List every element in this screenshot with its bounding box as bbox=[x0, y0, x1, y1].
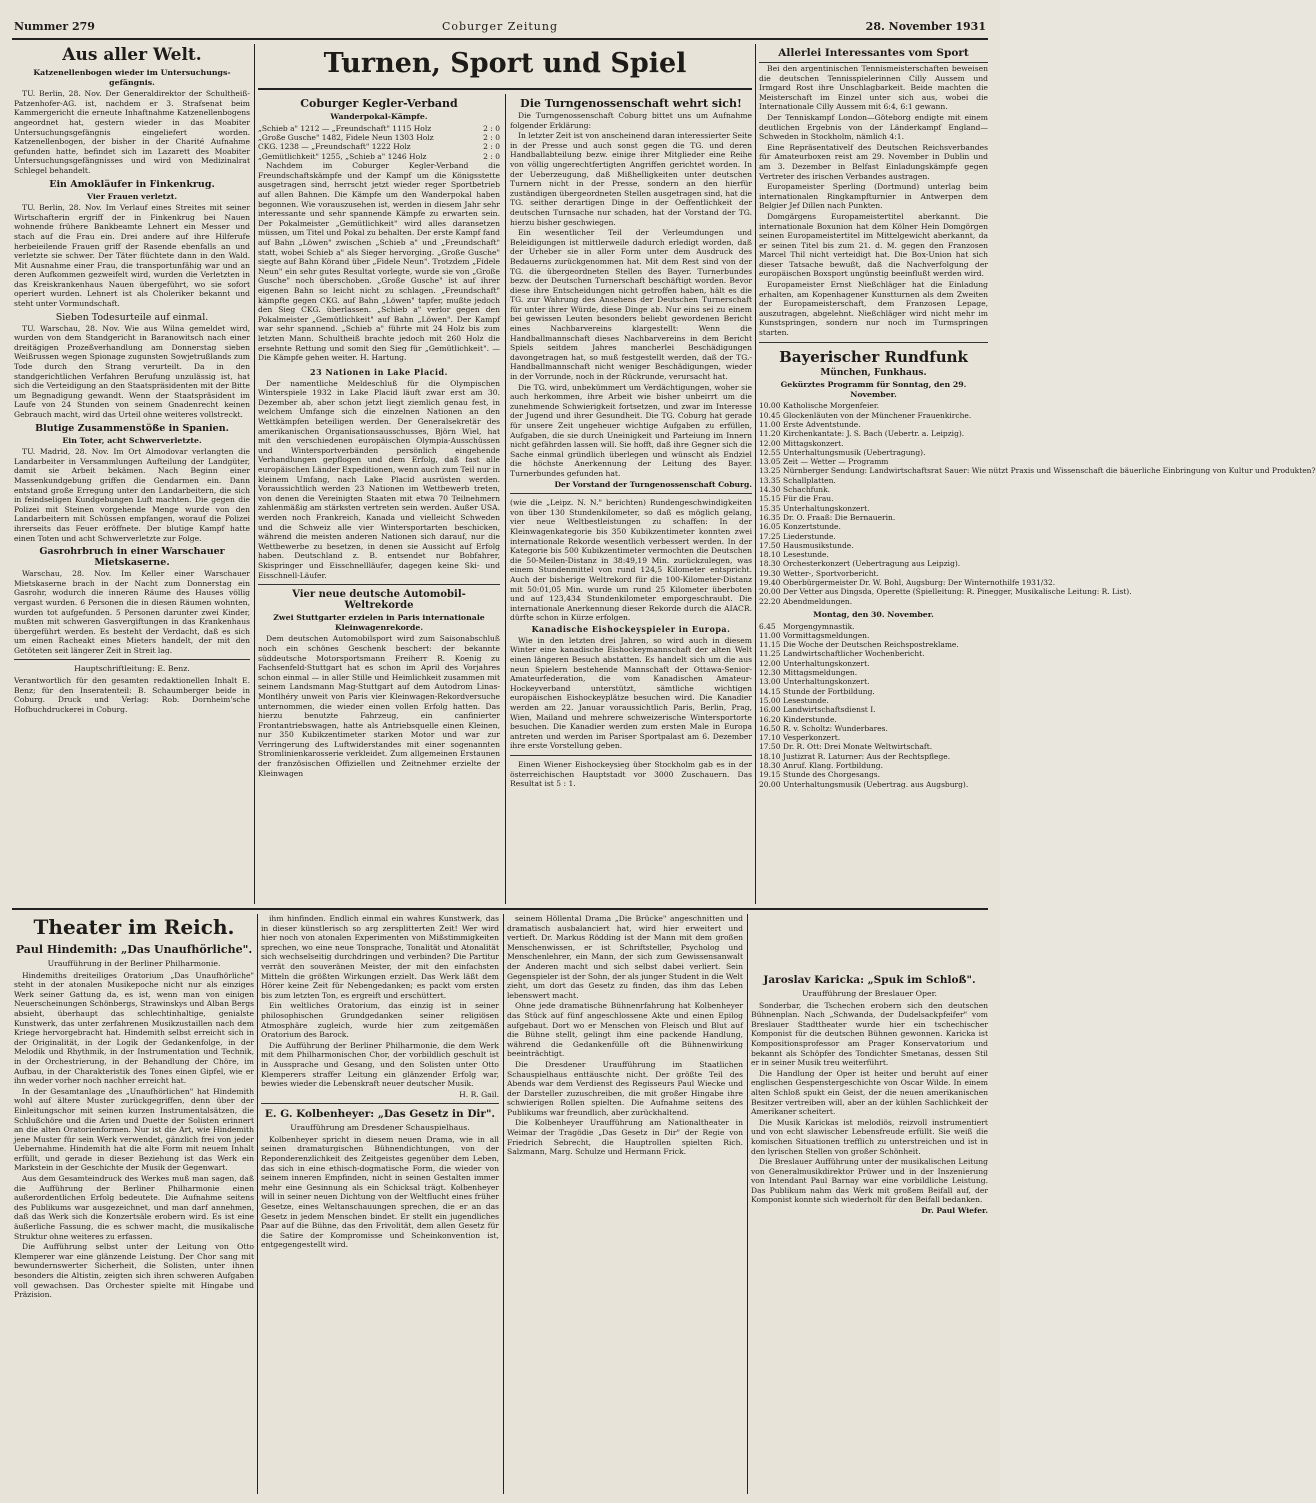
program-time: 11.20 bbox=[759, 429, 781, 439]
program-time: 11.00 bbox=[759, 630, 781, 640]
program-entry bbox=[759, 550, 988, 559]
article-headline: 23 Nationen in Lake Placid. bbox=[310, 366, 448, 377]
program-time: 17.50 bbox=[759, 742, 781, 752]
divider bbox=[510, 493, 752, 494]
program-title: Unterhaltungsmusik (Uebertragung). bbox=[783, 447, 926, 457]
imprint-text: Verantwortlich für den gesamten redaktionellen Inhalt E. Benz; für den Inseratenteil: B. Schaumberger beide in Coburg. Druck und Verlag: Rob. Dornheim'sche Hofbuchdruckerei in Coburg. bbox=[14, 676, 250, 714]
program-title: Stunde der Fortbildung. bbox=[783, 686, 875, 696]
program-entry bbox=[759, 578, 1056, 588]
program-entry bbox=[759, 466, 1316, 476]
program-title: Anruf. Klang. Fortbildung. bbox=[783, 760, 883, 770]
divider bbox=[510, 755, 752, 756]
program-title: Morgengymnastik. bbox=[783, 621, 855, 631]
program-title: Nürnberger Sendung: Landwirtschaftsrat Sauer: Wie nützt Praxis und Wissenschaft die bäuerliche Einbringung von Kultur und Produkten? bbox=[783, 466, 1316, 476]
program-title: Liederstunde. bbox=[783, 531, 836, 541]
program-entry bbox=[759, 401, 988, 410]
program-time: 10.45 bbox=[759, 410, 781, 420]
program-time: 13.00 bbox=[759, 677, 781, 687]
program-entry bbox=[759, 559, 988, 568]
article-text: In letzter Zeit ist von anscheinend daran interessierter Seite in der Presse und auch sonst gegen die TG. und deren Handballabteilung bezw. einige ihrer Mitglieder eine Reihe von völlig ungerechtfertigten Angriffen gerichtet worden. In der Ueberzeugung, daß Mißhelligkeiten unter deutschen Turnern nicht in der Presse, sondern an den hierfür zuständigen übergeordneten Stellen ausgetragen sind, hat die TG. seither derartigen Dinge in der Oeffentlichkeit der deutschen Turnsache nur schaden, hat der Vorstand der TG. hierzu bisher geschwiegen. bbox=[510, 131, 752, 227]
program-entry bbox=[759, 439, 988, 448]
program-time: 11.15 bbox=[759, 640, 781, 650]
kegel-headline: Coburger Kegler-Verband bbox=[300, 97, 458, 110]
program-title: Wetter-, Sportvorbericht. bbox=[783, 568, 879, 578]
program-entry bbox=[759, 541, 988, 550]
program-title: Unterhaltungsmusik (Uebertrag. aus Augsburg). bbox=[783, 779, 969, 789]
article-text: Wie in den letzten drei Jahren, so wird auch in diesem Winter eine kanadische Eishockeymannschaft der alten Welt einen längeren Besuch abstatten. Es handelt sich um die aus neun Spielern bestehende Mannschaft der Ottawa-Senior-Amateurfederation, die vom Kanadischen Amateur-Hockeyverband unterstützt, sämtliche wichtigen europäischen Eishockeyplätze besuchen wird. Die Kanadier werden am 22. Januar voraussichtlich Paris, Berlin, Prag, Wien, Mailand und mehrere schweizerische Wintersportorte besuchen. Die Kanadier werden zum ersten Male in Europa antreten und werden im Pariser Sportpalast am 6. Dezember ihre erste Vorstellung geben. bbox=[510, 635, 752, 751]
result-row bbox=[258, 152, 500, 161]
program-time: 14.15 bbox=[759, 686, 781, 696]
program-entry bbox=[759, 715, 988, 724]
article-text: Europameister Ernst Nießchläger hat die Einladung erhalten, am Kopenhagener Kunstturnen als dem Zweiten der Europameisterschaft, dem Franzosen Lepage, auszutragen, abgelehnt. Nießchläger wird nicht mehr im Kunstspringen, sondern nur noch im Turmspringen starten. bbox=[759, 280, 988, 338]
program-time: 22.20 bbox=[759, 596, 781, 606]
program-time: 16.05 bbox=[759, 522, 781, 532]
article-text: ihm hinfinden. Endlich einmal ein wahres Kunstwerk, das in dieser künstlerisch so arg zersplitterten Zeit! Wer wird hier noch von atonalen Experimenten von Mißstimmigkeiten sprechen, wo eine neue Tonsprache, Tonalität und Atonalität sich wechselseitig durchdringen und verbinden? Die Partitur verrät den souveränen Meister, der mit den einfachsten Mitteln die größten Wirkungen erzielt. Das Werk läßt dem Hörer keine Zeit für Nebengedanken; es packt vom ersten bis zum letzten Ton, es ergreift und erschüttert. bbox=[261, 914, 499, 1000]
program-time: 12.00 bbox=[759, 658, 781, 668]
article-text: Nachdem im Coburger Kegler-Verband die Freundschaftskämpfe und der Kampf um die Königsstette ausgetragen sind, herrscht jetzt wieder reger Sportbetrieb auf allen Bahnen. Die Kämpfe um den Wanderpokal haben begonnen. Wie vorauszusehen ist, werden in diesem Jahr sehr interessante und sehr spannende Kämpfe zu erwarten sein. Der Pokalmeister „Gemütlichkeit" wird alles daransetzen müssen, um Titel und Pokal zu behalten. Der erste Kampf fand auf Bahn „Löwen" zwischen „Schieb a" und „Freundschaft" statt, wobei Schieb a" als Sieger hervorging. „Große Gusche" siegte auf Bahn Körand über „Fidele Neun". Trotzdem „Fidele Neun" ein sehr gutes Resultat vorlegte, wurde sie von „Große Gusche" noch überschoben. „Große Gusche" ist auf ihrer eigenen Bahn so leicht nicht zu schlagen. „Freundschaft" kämpfte gegen CKG. auf Bahn „Löwen" tapfer, mußte jedoch den Sieg CKG. überlassen. „Schieb a" verlor gegen den Pokalmeister „Gemütlichkeit" auf Bahn „Löwen". Der Kampf war sehr spannend. „Schieb a" führte mit 24 Holz bis zum letzten Mann. Schultheiß brachte jedoch mit 260 Holz die ersehnte Rettung und somit den Sieg für „Gemütlichkeit". — Die Kämpfe gehen weiter. H. Hartung. bbox=[258, 161, 500, 363]
article-subhead: Ein Toter, acht Schwerverletzte. bbox=[62, 435, 202, 445]
column-rule bbox=[503, 914, 504, 1494]
program-title: Mittagskonzert. bbox=[783, 438, 844, 448]
program-title: Konzertstunde. bbox=[783, 522, 841, 532]
program-time: 20.00 bbox=[759, 779, 781, 789]
program-entry bbox=[759, 411, 988, 420]
result-score: 2 : 0 bbox=[483, 142, 500, 152]
program-entry bbox=[759, 752, 988, 761]
program-time: 6.45 bbox=[759, 621, 776, 631]
program-time: 18.10 bbox=[759, 751, 781, 761]
article-text: Die Dresdener Uraufführung im Staatlichen Schauspielhaus enttäuschte nicht. Der größte Teil des Abends war dem Verdienst des Regisseurs Paul Wiecke und der Darsteller zuzuschreiben, die mit großer Hingabe ihre schwierigen Rollen spielten. Die Aufnahme seitens des Publikums war freundlich, aber zurückhaltend. bbox=[507, 1059, 743, 1117]
program-time: 16.35 bbox=[759, 512, 781, 522]
article-text: Europameister Sperling (Dortmund) unterlag beim internationalen Ringkampfturnier in Antwerpen dem Belgier Jef Dillen nach Punkten. bbox=[759, 182, 988, 211]
article-text: Domgärgens Europameistertitel aberkannt. Die internationale Boxunion hat dem Kölner Hein Domgörgen seinen Europameistertitel im Mittelgewicht aberkannt, da er seinen Titel bis zum 21. d. M. gegen den Franzosen Marcel Thil nicht verteidigt hat. Die Box-Union hat sich dieser Tatsache bewußt, daß die Nachverfolgung der europäischen Boxsport ungünstig beeinflußt werden wird. bbox=[759, 211, 988, 279]
program-title: Landwirtschaftlicher Wochenbericht. bbox=[783, 649, 925, 659]
article-headline: Sieben Todesurteile auf einmal. bbox=[55, 311, 209, 323]
article-text: Ohne jede dramatische Bühnenrfahrung hat Kolbenheyer das Stück auf fünf angeschlossene Akte und einen Epilog aufgebaut. Dort wo er Menschen von Fleisch und Blut auf die Bühne stellt, gelingt ihm eine packende Handlung, während die Gedankenfülle oft die Bühnenwirkung beeinträchtigt. bbox=[507, 1001, 743, 1059]
program-entry bbox=[759, 761, 988, 770]
article-text: TU. Berlin, 28. Nov. Der Generaldirektor der Schultheiß-Patzenhofer-AG. ist, nachdem er 3. Strafsenat beim Kammergericht die erneute Inhaftnahme Katzenellenbogens angeordnet hat, gestern wieder in das Moabiter Untersuchungsgefängnis eingeliefert worden. Katzenellenbogen, der bisher in der Charité Aufnahme gefunden hatte, befindet sich im Lazarett des Moabiter Untersuchungsgefängnisses und wird von Medizinalrat Schlegel behandelt. bbox=[14, 89, 250, 175]
signature: Der Vorstand der Turngenossenschaft Coburg. bbox=[554, 479, 752, 489]
program-title: Kinderstunde. bbox=[783, 714, 837, 724]
result-row bbox=[258, 142, 500, 151]
program-time: 19.30 bbox=[759, 568, 781, 578]
program-time: 16.00 bbox=[759, 705, 781, 715]
program-entry bbox=[759, 622, 988, 631]
article-headline: Vier neue deutsche Automobil-Weltrekorde bbox=[292, 589, 466, 612]
kolbenheyer-headline: E. G. Kolbenheyer: „Das Gesetz in Dir". bbox=[264, 1108, 496, 1121]
article-text: (wie die „Leipz. N. N." berichten) Rundengeschwindigkeiten von über 130 Stundenkilometer, so daß es möglich gelang, vier neue Weltbestleistungen zu schaffen: In der Kleinwagenkategorie bis 350 Kubikzentimeter konnten zwei internationale Rekorde wesentlich verbessert werden. In der Kategorie bis 500 Kubikzentimeter vermochten die Deutschen die 50-Meilen-Distanz in 38:49,19 Min. zurückzulegen, was einem Stundenmittel von rund 124,5 Kilometer entspricht. Auch der bisherige Weltrekord für die 100-Kilometer-Distanz mit 50:01,05 Min. wurde um rund 25 Kilometer überboten und auf 123,434 Stundenkilometer emporgeschraubt. Die internationale Anerkennung dieser Rekorde durch die AIACR. dürfte schon in Kürze erfolgen. bbox=[510, 498, 752, 623]
program-entry bbox=[759, 420, 988, 429]
column-rule bbox=[254, 44, 255, 904]
program-entry bbox=[759, 569, 988, 578]
result-row bbox=[258, 124, 500, 133]
program-entry bbox=[759, 587, 1132, 597]
article-text: Dem deutschen Automobilsport wird zum Saisonabschluß noch ein schönes Geschenk beschert: der bekannte süddeutsche Motorsportsmann Freiherr R. Koenig zu Fachsenfeld-Stuttgart hat es schon im April des Vorjahres schon einmal — in aller Stille und Heimlichkeit zusammen mit seinem Landsmann Mag-Stuttgart auf dem Autodrom Linas-Montlhéry unweit von Paris vier Kleinwagen-Rekordversuche unternommen, die wieder einen vollen Erfolg hatten. Das hierzu benutzte Fahrzeug, ein canfinierter Frontantriebswagen, hatte als Antriebsquelle einen Kleinen, nur 350 Kubikzentimeter starken Motor und war zur Verringerung des Luftwiderstandes mit einer sogenannten Stromlinienkarosserie verkleidet. Zum allgemeinen Erstaunen der französischen Offiziellen und Zeitnehmer erzielte der Kleinwagen bbox=[258, 634, 500, 778]
article-text: Die Kolbenheyer Uraufführung am Nationaltheater in Weimar der Tragödie „Das Gesetz in Dir" der Regie von Friedrich Sebrecht, die Hauptrollen spielten Rich. Salzmann, Marg. Schulze und Hermann Frick. bbox=[507, 1118, 743, 1157]
program-entry bbox=[759, 448, 988, 457]
issue-number: Nummer 279 bbox=[14, 20, 95, 33]
result-score: 2 : 0 bbox=[483, 133, 500, 142]
program-title: Unterhaltungskonzert. bbox=[783, 658, 870, 668]
program-time: 18.10 bbox=[759, 550, 781, 560]
article-headline: Ein Amokläufer in Finkenkrug. bbox=[49, 178, 215, 190]
program-title: Unterhaltungskonzert. bbox=[783, 677, 870, 687]
result-match: CKG. 1238 — „Freundschaft" 1222 Holz bbox=[258, 142, 411, 152]
program-time: 16.50 bbox=[759, 723, 781, 733]
program-time: 18.30 bbox=[759, 760, 781, 770]
program-title: Schachfunk. bbox=[783, 485, 831, 495]
article-text: Die Breslauer Aufführung unter der musikalischen Leitung von Generalmusikdirektor Prüwer und in der Inszenierung von Intendant Paul Barnay war eine vorbildliche Leistung. Das Publikum nahm das Werk mit großem Beifall auf, der Komponist konnte sich wiederholt für den Beifall bedanken. bbox=[751, 1157, 988, 1205]
theater-column-3 bbox=[507, 914, 743, 1494]
program-entry bbox=[759, 476, 988, 485]
article-text: Einen Wiener Eishockeysieg über Stockholm gab es in der österreichischen Hauptstadt vor 3000 Zuschauern. Das Resultat ist 5 : 1. bbox=[510, 760, 752, 789]
article-text: Die Aufführung der Berliner Philharmonie, die dem Werk mit dem Philharmonischen Chor, der vorbildlich geschult ist in Aussprache und Gesang, und den Solisten unter Otto Klemperers straffer Leitung ein glänzender Erfolg war, bewies wieder die Lebenskraft neuer deutscher Musik. bbox=[261, 1040, 499, 1089]
divider bbox=[759, 342, 988, 343]
program-entry bbox=[759, 677, 988, 686]
article-text: Ein weltliches Oratorium, das einzig ist in seiner philosophischen Grundgedanken seiner religiösen Atmosphäre zugleich, wurde hier zum zeitgemäßen Oratorium des Barock. bbox=[261, 1001, 499, 1040]
hindemith-headline: Paul Hindemith: „Das Unaufhörliche". bbox=[15, 943, 253, 956]
radio-program-title: Gekürztes Programm für Sonntag, den 29. November. bbox=[780, 380, 967, 399]
result-match: „Gemütlichkeit" 1255, „Schieb a" 1246 Holz bbox=[258, 151, 427, 161]
allerlei-headline: Allerlei Interessantes vom Sport bbox=[759, 47, 988, 63]
article-text: Sonderbar, die Tschechen erobern sich den deutschen Bühnenplan. Nach „Schwanda, der Dudelsackpfeifer" vom Breslauer Stadttheater wurde hier ein tschechischer Komponist für die deutschen Bühnen gewonnen. Karicka ist Kompositionsprofessor am Prager Konservatorium und bekannt als Schöpfer des Tondichter Smetanas, dessen Stil er in seiner Musik treu weiterführt. bbox=[751, 1000, 988, 1068]
program-entry bbox=[759, 494, 988, 503]
kegel-results bbox=[258, 124, 500, 162]
article-text: Ein wesentlicher Teil der Verleumdungen und Beleidigungen ist mittlerweile dadurch erledigt worden, daß der Urheber sie in aller Form unter dem Ausdruck des Bedauerns zurückgenommen hat. Mit dem Rest sind von der TG. die übergeordneten Stellen des Bayer. Turnerbundes bezw. der Deutschen Turnerschaft beschäftigt worden. Bevor diese ihre Entscheidungen nicht getroffen haben, hält es die TG. zur Wahrung des Ansehens der Deutschen Turnerschaft für unter ihrer Würde, diese Dinge ab. Nur eins sei zu einem bei gewissen Leuten besonders beliebt gewordenen Bericht eines Nachbarvereins klargestellt: Wenn die Handballmannschaft dieses Nachbarvereins in dem Bericht Spiels seitdem Jahres mancherlei Beschädigungen davongetragen hat, so muß festgestellt werden, daß der TG.-Handballmannschaft nicht weniger Beschädigungen, wieder in der Vorrunde, noch in der Rückrunde, verursacht hat. bbox=[510, 228, 752, 382]
article-text: seinem Höllental Drama „Die Brücke" angeschnitten und dramatisch ausbalanciert hat, wird hier erweitert und vertieft. Dr. Markus Rödding ist der Mann mit dem großen Menschenwissen, er ist Schriftsteller, Psycholog und Menschenlehrer, ein Mann, der sich zum Gewissensanwalt der Anderen macht und sich selbst dabei verliert. Sein Gegenspieler ist der Sohn, der als junger Student in die Welt zieht, um dort das Gesetz zu finden, das ihm das Leben lebenswert macht. bbox=[507, 914, 743, 1000]
article-text: Die Handlung der Oper ist heiter und beruht auf einer englischen Gespenstergeschichte von Oscar Wilde. In einem alten Schloß spukt ein Geist, der die neuen amerikanischen Besitzer vertreiben will, aber an der kühlen Sachlichkeit der Amerikaner scheitert. bbox=[751, 1068, 988, 1117]
signature: Dr. Paul Wiefer. bbox=[921, 1206, 988, 1216]
header-rule bbox=[12, 38, 988, 40]
program-title: Mittagsmeldungen. bbox=[783, 668, 858, 678]
karicka-subhead: Uraufführung der Breslauer Oper. bbox=[801, 989, 937, 998]
program-time: 12.00 bbox=[759, 438, 781, 448]
article-text: TU. Warschau, 28. Nov. Wie aus Wilna gemeldet wird, wurden von dem Standgericht in Baranowitsch nach einer dreitägigen Prozeßverhandlung am Donnerstag sieben Weißrussen wegen Spionage zugunsten Sowjetrußlands zum Tode durch den Strang verurteilt. Da in den standgerichtlichen Verfahren Berufung unzulässig ist, hat sich die Verteidigung an den Staatspräsidenten mit der Bitte um Begnadigung gewandt. Wenn der Staatspräsident im Laufe von 24 Stunden von seinem Gnadenrecht keinen Gebrauch macht, wird das Urteil ohne weiteres vollstreckt. bbox=[14, 323, 250, 419]
theater-column-4 bbox=[751, 914, 988, 1494]
program-title: R. v. Scholtz: Wunderbares. bbox=[783, 723, 888, 733]
program-title: Vesperkonzert. bbox=[783, 733, 841, 743]
program-entry bbox=[759, 705, 988, 714]
program-time: 14.30 bbox=[759, 485, 781, 495]
radio-monday-title: Montag, den 30. November. bbox=[813, 609, 934, 619]
article-text: Der Tenniskampf London—Göteborg endigte mit einem deutlichen Ergebnis von der Länderkampf England—Schweden in Stockholm, nämlich 4:1. bbox=[759, 112, 988, 142]
radio-program-sunday bbox=[759, 401, 1316, 606]
program-entry bbox=[759, 687, 988, 696]
program-title: Stunde des Chorgesangs. bbox=[783, 770, 881, 780]
program-title: Oberbürgermeister Dr. W. Bohl, Augsburg: Der Winternothilfe 1931/32. bbox=[783, 578, 1056, 588]
program-time: 17.50 bbox=[759, 540, 781, 550]
article-text: Die TG. wird, unbekümmert um Verdächtigungen, woher sie auch herkommen, ihre Arbeit wie bisher unbeirrt um die zunehmende Schwierigkeit fortsetzen, und zwar im Interesse der Jugend und ihrer Gesundheit. Die TG. Coburg hat gerade für unsere Zeit ungeheuer wichtige Aufgaben zu erfüllen, Aufgaben, die sie durch Uneinigkeit und Parteiung im Innern nicht gefährden lassen will. Sie hofft, daß ihre Gegner sich die Sache einmal gründlich überlegen und wünscht als Endziel die höchste Anerkennung der Leitung des Bayer. Turnerbundes gefunden hat. bbox=[510, 382, 752, 478]
program-entry bbox=[759, 742, 988, 751]
article-kicker: Katzenellenbogen wieder im Untersuchungs-gefängnis. bbox=[33, 68, 231, 87]
result-row bbox=[258, 133, 500, 142]
sport-section bbox=[258, 44, 752, 904]
issue-date: 28. November 1931 bbox=[865, 20, 986, 33]
section-title: Aus aller Welt. bbox=[62, 45, 202, 65]
article-subhead: Vier Frauen verletzt. bbox=[86, 191, 178, 201]
program-entry bbox=[759, 780, 988, 789]
program-title: Hausmusikstunde. bbox=[783, 540, 854, 550]
article-headline: Gasrohrbruch in einer Warschauer Mietskaserne. bbox=[39, 546, 225, 569]
article-text: Die Aufführung selbst unter der Leitung von Otto Klemperer war eine glänzende Leistung. Der Chor sang mit bewundernswerter Sicherheit, die Solisten, unter ihnen besonders die Altistin, zeigten sich ihren schweren Aufgaben voll gewachsen. Das Orchester spielte mit Hingabe und Präzision. bbox=[14, 1242, 254, 1300]
hindemith-subhead: Uraufführung in der Berliner Philharmonie. bbox=[47, 959, 221, 968]
program-time: 15.15 bbox=[759, 494, 781, 504]
divider bbox=[258, 584, 500, 585]
program-title: Landwirtschaftsdienst I. bbox=[783, 705, 876, 715]
program-entry bbox=[759, 457, 988, 466]
program-title: Schallplatten. bbox=[783, 475, 836, 485]
article-text: TU. Madrid, 28. Nov. Im Ort Almodovar verlangten die Landarbeiter in Versammlungen Aufteilung der Landgüter, damit sie Arbeit bekämen. Nach Beginn einer Massenkundgebung griffen die Gendarmen ein. Dann entstand große Erregung unter den Landarbeitern, die sich in feindseligen Kundgebungen Luft machten. Die gegen die Polizei mit Steinen vorgehende Menge wurde von den Landarbeitern mit Schüssen empfangen, worauf die Polizei ihrerseits das Feuer eröffnete. Der blutige Kampf hatte einen Toten und acht Schwerverletzte zur Folge. bbox=[14, 447, 250, 543]
column-rule bbox=[755, 44, 756, 904]
column-aus-aller-welt bbox=[14, 44, 250, 904]
theater-column-1 bbox=[14, 914, 254, 1494]
program-title: Orchesterkonzert (Uebertragung aus Leipzig). bbox=[783, 559, 961, 569]
program-entry bbox=[759, 640, 988, 649]
program-entry bbox=[759, 770, 988, 779]
imprint-heading: Hauptschriftleitung: E. Benz. bbox=[74, 664, 190, 674]
program-entry bbox=[759, 532, 988, 541]
column-rule bbox=[747, 914, 748, 1494]
kolbenheyer-subhead: Uraufführung am Dresdener Schauspielhaus. bbox=[290, 1123, 470, 1133]
program-entry bbox=[759, 485, 988, 494]
radio-headline: Bayerischer Rundfunk bbox=[779, 347, 968, 366]
program-time: 17.10 bbox=[759, 733, 781, 743]
program-title: Vormittagsmeldungen. bbox=[783, 630, 870, 640]
article-text: Warschau, 28. Nov. Im Keller einer Warschauer Mietskaserne brach in der Nacht zum Donnerstag ein Gasrohr, wodurch die inneren Räume des Hauses völlig vergast wurden. 6 Personen die in diesen Räumen wohnten, wurden tot aufgefunden. 5 Personen darunter zwei Kinder, mußten mit schweren Gasvergiftungen in das Krankenhaus übergeführt werden. Es besteht der Verdacht, daß es sich um einen Racheakt eines Mieters handelt, der mit den Getöteten seit längerer Zeit in Streit lag. bbox=[14, 569, 250, 655]
program-time: 11.00 bbox=[759, 420, 781, 429]
divider bbox=[14, 659, 250, 660]
program-title: Katholische Morgenfeier. bbox=[783, 401, 879, 411]
article-text: In der Gesamtanlage des „Unaufhörlichen" hat Hindemith wohl auf ältere Muster zurückgegriffen, denn über der Einleitungschor mit seinen kurzen Instrumentalsätzen, die Schlußchöre und die Arien und Duette der Solisten erinnert an die alten Oratorienformen. Nur ist die Art, wie Hindemith jene Muster für sein Werk verwendet, gänzlich frei von jeder Uebernahme. Hindemith hat die alte Form mit neuem Inhalt erfüllt, und gerade in dieser Beziehung ist das Werk ein Markstein in der Geschichte der Musik der Gegenwart. bbox=[14, 1086, 254, 1173]
program-entry bbox=[759, 631, 988, 640]
program-title: Abendmeldungen. bbox=[783, 596, 853, 606]
program-entry bbox=[759, 649, 988, 658]
program-time: 16.20 bbox=[759, 714, 781, 724]
column-rule bbox=[505, 94, 506, 904]
result-score: 2 : 0 bbox=[483, 151, 500, 161]
radio-program-monday bbox=[759, 622, 988, 789]
program-entry bbox=[759, 429, 988, 438]
article-text: Die Musik Karickas ist melodiös, reizvoll instrumentiert und von echt slawischer Lebensfreude erfüllt. Sie weiß die komischen Situationen trefflich zu unterstreichen und ist in den lyrischen Stellen von großer Schönheit. bbox=[751, 1117, 988, 1156]
program-time: 19.40 bbox=[759, 578, 781, 588]
program-title: Glockenläuten von der Münchener Frauenkirche. bbox=[783, 410, 972, 420]
article-subhead: Zwei Stuttgarter erzielen in Paris internationale Kleinwagenrekorde. bbox=[273, 613, 485, 632]
article-text: Der namentliche Meldeschluß für die Olympischen Winterspiele 1932 in Lake Placid läuft zwar erst am 30. Dezember ab, aber schon jetzt liegt ziemlich genau fest, in welchem Umfange sich die einzelnen Nationen an den Wettkämpfen beteiligen werden. Der Generalsekretär des amerikanischen Organisationsausschusses, Björn Wiel, hat mit den verschiedenen europäischen Olympia-Ausschüssen und Wintersportverbänden persönlich eingehende Verhandlungen gepflogen und dem Erfolg, daß fast alle europäischen Länder Expeditionen, wenn auch zum Teil nur in kleinem Umfang, nach Lake Placid ausrüsten werden. Voraussichtlich werden 23 Nationen im Wettbewerb treten, von denen die Vereinigten Staaten mit etwa 70 Teilnehmern zahlenmäßig am stärksten vertreten sein werden. Außer USA. werden noch Frankreich, Kanada und vielleicht Schweden und die Schweiz alle vier Wintersportarten beschicken, während die meisten anderen Nationen sich darauf, nur die Wettbewerbe zu besetzen, in denen sie Aussicht auf Erfolg haben. Deutschland z. B. entsendet nur Bobfahrer, Skispringer und Eisschnellläufer, dagegen keine Ski- und Eisschnell-Läufer. bbox=[258, 378, 500, 580]
program-time: 12.55 bbox=[759, 447, 781, 457]
karicka-headline: Jaroslav Karicka: „Spuk im Schloß". bbox=[763, 974, 976, 986]
right-column bbox=[759, 44, 1316, 904]
program-title: Lesestunde. bbox=[783, 695, 829, 705]
article-text: Hindemiths dreiteiliges Oratorium „Das Unaufhörliche" steht in der atonalen Musikepoche nicht nur als einziges Werk seiner Gattung da, es ist, wenn man von einigen Neuerscheinungen Schönbergs, Strawinskys und Alban Bergs absieht, überhaupt das schlechtinhaltige, genialste Kunstwerk, das unter zerfahrenen Musikzustaillen nach dem Kriege hervorgebracht hat. Hindemith selbst erreicht sich in der Originalität, in der Logik der Gedankenfolge, in der Melodik und Rhythmik, in der Instrumentation und Technik, in der Orchestrierung, in der Behandlung der Chöre, im Aufbau, in der Charakteristik des Tones einen Gipfel, wie er ihn weder vorher noch nachher erreicht hat. bbox=[14, 970, 254, 1086]
article-text: Kolbenheyer spricht in diesem neuen Drama, wie in all seinen dramaturgischen Bühnendichtungen, von der Reponderenzlichkeit des Zeitgeistes gegenüber dem Leben, das sich in eine ethisch-dogmatische Form, die wieder von seinem inneren Empfinden, nicht in seinen Gestalten immer mehr eine Gesinnung als ein Schicksal trägt. Kolbenheyer will in seiner neuen Dichtung von der Weltflucht eines früher Gesetze, eines Weltanschauungen sprechen, die er an das Gesetz in jedem Menschen bindet. Er stellt ein jugendliches Paar auf die Bühne, das den Frivolität, dem allen Gesetz für die Satire der Kompromisse und Scheinkonvention ist, entgegengestellt wird. bbox=[261, 1134, 499, 1250]
program-time: 20.00 bbox=[759, 587, 781, 597]
result-score: 2 : 0 bbox=[483, 123, 500, 133]
program-time: 12.30 bbox=[759, 668, 781, 678]
program-time: 13.05 bbox=[759, 457, 781, 467]
program-title: Zeit — Wetter — Programm bbox=[783, 457, 889, 467]
article-text: TU. Berlin, 28. Nov. Im Verlauf eines Streites mit seiner Wirtschafterin ergriff der in Finkenkrug bei Nauen wohnende frühere Bankbeamte Lehnert ein Messer und stach auf die Frau ein. Drei andere auf ihre Hilferufe herbeieilende Frauen griff der Rasende ebenfalls an und verletzte sie schwer. Der Täter flüchtete dann in den Wald. Mit Ausnahme einer Frau, die transportunfähig war und an deren Aufkommen gezweifelt wird, wurden die Verletzten in das Kreiskrankenhaus Nauen übergeführt, wo sie sofort operiert wurden. Lehnert ist als Choleriker bekannt und steht unter Vormundschaft. bbox=[14, 203, 250, 309]
program-title: Erste Adventstunde. bbox=[783, 420, 861, 429]
program-entry bbox=[759, 696, 988, 705]
program-time: 13.35 bbox=[759, 475, 781, 485]
divider bbox=[261, 1103, 499, 1104]
program-time: 11.25 bbox=[759, 649, 781, 659]
program-entry bbox=[759, 668, 988, 677]
program-time: 18.30 bbox=[759, 559, 781, 569]
program-title: Kirchenkantate: J. S. Bach (Uebertr. a. Leipzig). bbox=[783, 429, 965, 439]
program-entry bbox=[759, 597, 988, 606]
program-entry bbox=[759, 659, 988, 668]
article-headline: Blutige Zusammenstöße in Spanien. bbox=[35, 422, 229, 434]
program-title: Die Woche der Deutschen Reichspostreklame. bbox=[783, 640, 959, 650]
program-title: Unterhaltungskonzert. bbox=[783, 503, 870, 513]
program-entry bbox=[759, 504, 988, 513]
program-time: 17.25 bbox=[759, 531, 781, 541]
article-text: Eine Repräsentativelf des Deutschen Reichsverbandes für Amateurboxen reist am 29. November in Dublin und am 3. Dezember in Belfast Einladungskämpfe gegen Vertreter des irischen Verbandes austragen. bbox=[759, 142, 988, 181]
program-time: 15.00 bbox=[759, 695, 781, 705]
signature: H. R. Gail. bbox=[459, 1089, 499, 1099]
program-time: 19.15 bbox=[759, 770, 781, 780]
section-rule bbox=[12, 908, 988, 910]
program-time: 10.00 bbox=[759, 401, 781, 411]
result-match: „Schieb a" 1212 — „Freundschaft" 1115 Holz bbox=[258, 123, 432, 133]
program-title: Der Vetter aus Dingsda, Operette (Spielleitung: R. Pinegger, Musikalische Leitung: R. List). bbox=[783, 587, 1132, 597]
program-time: 15.35 bbox=[759, 503, 781, 513]
sport-banner: Turnen, Sport und Spiel bbox=[258, 44, 752, 90]
article-text: Die Turngenossenschaft Coburg bittet uns um Aufnahme folgender Erklärung: bbox=[510, 111, 752, 130]
article-headline: Die Turngenossenschaft wehrt sich! bbox=[520, 97, 742, 110]
result-match: „Große Gusche" 1482, Fidele Neun 1303 Holz bbox=[258, 133, 434, 142]
theater-banner: Theater im Reich. bbox=[33, 915, 235, 939]
article-text: Aus dem Gesamteindruck des Werkes muß man sagen, daß die Aufführung der Berliner Philharmonie einen außerordentlichen Erfolg bedeutete. Die Aufnahme seitens des Publikums war ausgezeichnet, und man darf annehmen, daß das Werk sich die Konzertsäle erobern wird. Es ist eine äußerliche Fassung, die es schwer macht, die musikalische Struktur ohne weiteres zu erfassen. bbox=[14, 1174, 254, 1241]
program-title: Dr. O. Fraaß: Die Bernauerin. bbox=[783, 512, 896, 522]
program-time: 13.25 bbox=[759, 466, 781, 476]
sport-right-column bbox=[510, 94, 752, 904]
program-title: Justizrat R. Laturner: Aus der Rechtspflege. bbox=[783, 751, 951, 761]
radio-subhead: München, Funkhaus. bbox=[820, 367, 927, 378]
column-rule bbox=[257, 914, 258, 1494]
sport-left-column bbox=[258, 94, 500, 904]
program-entry bbox=[759, 513, 988, 522]
program-entry bbox=[759, 522, 988, 531]
program-title: Lesestunde. bbox=[783, 550, 829, 560]
article-text: Bei den argentinischen Tennismeisterschaften beweisen die deutschen Tennisspielerinnen Cilly Aussem und Irmgard Rost ihre Unschlagbarkeit. Beide machten die Meisterschaft im Einzel unter sich aus, wobei die Internationale Cilly Aussem mit 6:4, 6:1 gewann. bbox=[759, 64, 988, 112]
program-entry bbox=[759, 724, 988, 733]
page-header bbox=[14, 8, 986, 36]
kegel-subhead: Wanderpokal-Kämpfe. bbox=[330, 112, 428, 121]
theater-column-2 bbox=[261, 914, 499, 1494]
program-title: Dr. R. Ott: Drei Monate Weltwirtschaft. bbox=[783, 742, 933, 752]
program-title: Für die Frau. bbox=[783, 494, 834, 504]
article-headline: Kanadische Eishockeyspieler in Europa. bbox=[531, 623, 731, 634]
newspaper-name: Coburger Zeitung bbox=[441, 20, 559, 33]
program-entry bbox=[759, 733, 988, 742]
